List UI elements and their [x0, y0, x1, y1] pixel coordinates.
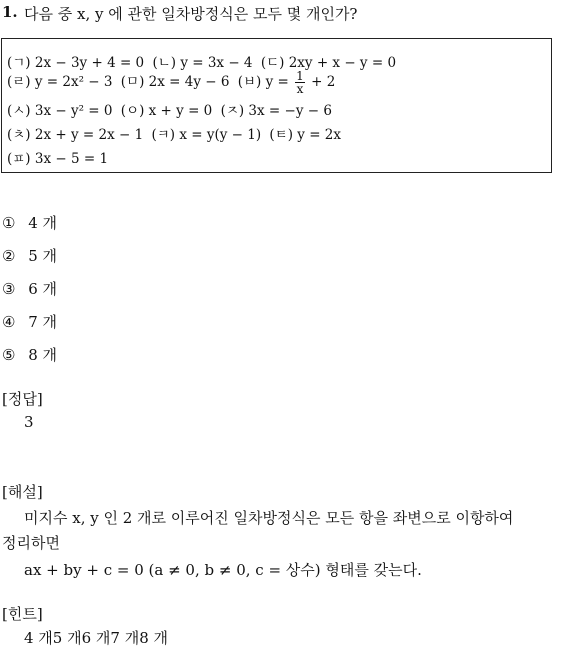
equation-line-3 — [7, 99, 336, 119]
option-3[interactable] — [2, 278, 57, 299]
equation-item: (ㅇ) x + y = 0 — [120, 103, 213, 119]
explanation-label: [해설] — [2, 483, 43, 501]
fraction-numerator: 1 — [296, 69, 304, 83]
equation-item: (ㅈ) 3x = −y − 6 — [220, 103, 332, 119]
explanation-text-line-2: 정리하면 — [2, 534, 60, 552]
option-number: ⑤ — [2, 346, 16, 364]
equation-line-4 — [7, 123, 345, 143]
equation-box — [1, 38, 552, 173]
option-number: ③ — [2, 280, 16, 298]
equation-item: (ㅍ) 3x − 5 = 1 — [7, 151, 109, 167]
answer-label: [정답] — [2, 390, 43, 408]
option-number: ② — [2, 247, 16, 265]
fraction — [295, 70, 305, 95]
equation-line-5 — [7, 147, 112, 167]
equation-item: (ㅅ) 3x − y² = 0 — [7, 103, 113, 119]
explanation-text-line-1: 미지수 x, y 인 2 개로 이루어진 일차방정식은 모든 항을 좌변으로 이항하여 — [24, 509, 514, 527]
equation-line-2 — [7, 70, 339, 95]
option-label: 4 개 — [28, 214, 58, 232]
equation-suffix: + 2 — [311, 74, 336, 90]
option-2[interactable] — [2, 245, 57, 266]
option-label: 7 개 — [28, 313, 58, 331]
explanation-formula: ax + by + c = 0 (a ≠ 0, b ≠ 0, c = 상수) 형태를 갖는다. — [24, 561, 422, 579]
equation-item: (ㅊ) 2x + y = 2x − 1 — [7, 127, 144, 143]
equation-item: (ㅁ) 2x = 4y − 6 — [120, 74, 230, 90]
equation-item: (ㄴ) y = 3x − 4 — [152, 55, 253, 71]
option-4[interactable] — [2, 311, 57, 332]
question-text: 다음 중 x, y 에 관한 일차방정식은 모두 몇 개인가? — [24, 5, 358, 23]
hint-text: 4 개5 개6 개7 개8 개 — [24, 629, 169, 647]
option-1[interactable] — [2, 212, 57, 233]
option-label: 8 개 — [28, 346, 58, 364]
option-label: 5 개 — [28, 247, 58, 265]
option-number: ① — [2, 214, 16, 232]
answer-value: 3 — [24, 413, 34, 431]
option-number: ④ — [2, 313, 16, 331]
hint-label: [힌트] — [2, 605, 43, 623]
option-label: 6 개 — [28, 280, 58, 298]
equation-line-1 — [7, 51, 400, 71]
equation-item: (ㄹ) y = 2x² − 3 — [7, 74, 113, 90]
equation-item: (ㄱ) 2x − 3y + 4 = 0 — [7, 55, 145, 71]
option-5[interactable] — [2, 344, 57, 365]
question-number: 1. — [2, 3, 18, 21]
equation-prefix: (ㅂ) y = — [237, 74, 289, 90]
equation-item: (ㅌ) y = 2x — [269, 127, 342, 143]
equation-item-fraction — [237, 69, 336, 96]
equation-item: (ㅋ) x = y(y − 1) — [151, 127, 262, 143]
fraction-denominator: x — [296, 82, 304, 96]
equation-item: (ㄷ) 2xy + x − y = 0 — [260, 55, 397, 71]
